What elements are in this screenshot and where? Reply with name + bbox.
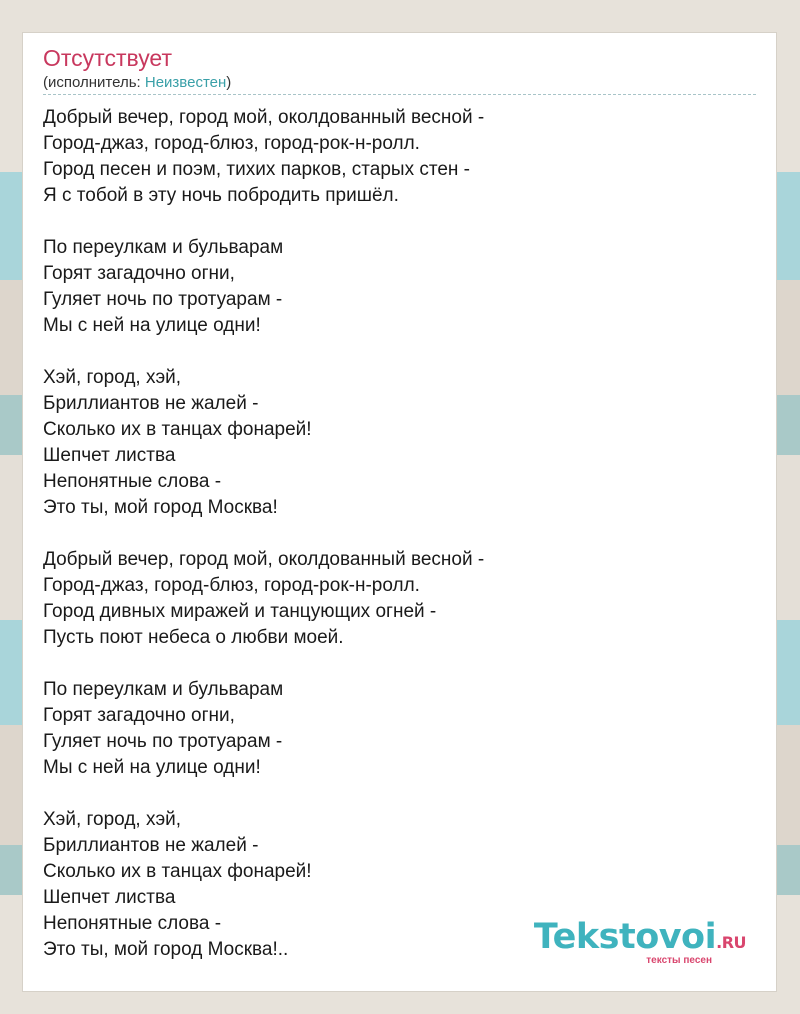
lyrics-line: Добрый вечер, город мой, околдованный весной - [43,107,485,128]
lyrics-line: По переулкам и бульварам [43,679,284,700]
lyrics-line: Я с тобой в эту ночь побродить пришёл. [43,185,399,206]
lyrics-card [22,32,777,992]
logo-tld: .RU [716,933,746,952]
lyrics-line: Сколько их в танцах фонарей! [43,861,312,882]
lyrics-line: Город-джаз, город-блюз, город-рок-н-ролл. [43,575,420,596]
lyrics-line: Шепчет листва [43,887,176,908]
performer-suffix: ) [226,74,232,91]
lyrics-text [43,105,743,963]
lyrics-line: Гуляет ночь по тротуарам - [43,731,283,752]
lyrics-blank-line [43,209,743,235]
lyrics-line: Бриллиантов не жалей - [43,393,259,414]
lyrics-blank-line [43,781,743,807]
lyrics-line: Бриллиантов не жалей - [43,835,259,856]
performer-line [43,74,231,92]
performer-link[interactable]: Неизвестен [144,74,227,91]
logo-main-text: Tekstovoi [533,917,717,957]
performer-prefix: (исполнитель: [43,74,145,91]
lyrics-line: Горят загадочно огни, [43,705,235,726]
lyrics-line: Сколько их в танцах фонарей! [43,419,312,440]
lyrics-blank-line [43,521,743,547]
lyrics-line: Пусть поют небеса о любви моей. [43,627,344,648]
lyrics-line: Хэй, город, хэй, [43,809,182,830]
lyrics-line: Непонятные слова - [43,471,222,492]
lyrics-line: Это ты, мой город Москва!.. [43,939,289,960]
lyrics-line: Добрый вечер, город мой, околдованный весной - [43,549,485,570]
logo-tagline: тексты песен [646,955,712,966]
lyrics-line: Гуляет ночь по тротуарам - [43,289,283,310]
lyrics-line: По переулкам и бульварам [43,237,284,258]
lyrics-blank-line [43,651,743,677]
lyrics-line: Мы с ней на улице одни! [43,315,261,336]
logo-wordmark [534,919,746,961]
lyrics-blank-line [43,339,743,365]
lyrics-line: Хэй, город, хэй, [43,367,182,388]
title-divider [43,94,756,95]
lyrics-line: Это ты, мой город Москва! [43,497,278,518]
lyrics-line: Непонятные слова - [43,913,222,934]
lyrics-line: Горят загадочно огни, [43,263,235,284]
site-logo[interactable] [534,919,746,967]
lyrics-line: Мы с ней на улице одни! [43,757,261,778]
song-title: Отсутствует [43,45,172,71]
lyrics-line: Город-джаз, город-блюз, город-рок-н-ролл. [43,133,420,154]
lyrics-line: Город песен и поэм, тихих парков, старых стен - [43,159,471,180]
lyrics-line: Шепчет листва [43,445,176,466]
lyrics-line: Город дивных миражей и танцующих огней - [43,601,437,622]
